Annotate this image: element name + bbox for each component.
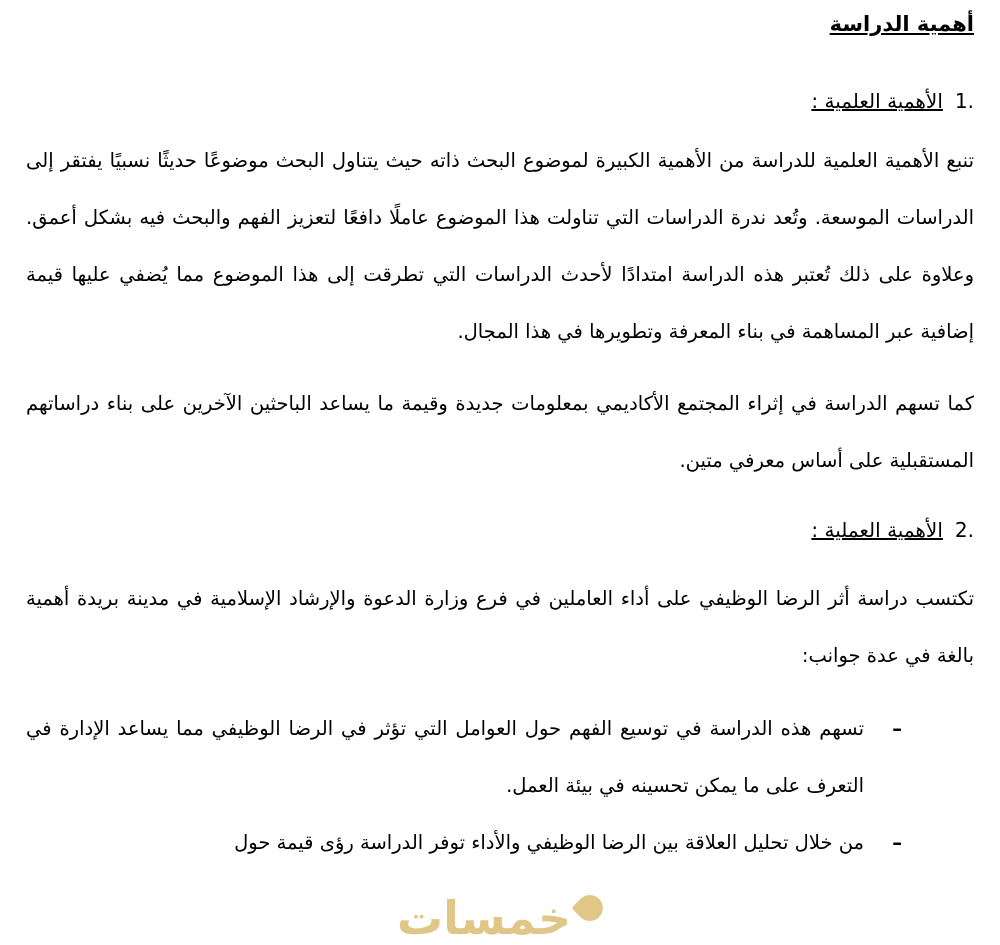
section-2-number: 2. bbox=[954, 518, 974, 542]
section-1-heading bbox=[26, 86, 974, 116]
section-1-paragraph-1: تنبع الأهمية العلمية للدراسة من الأهمية الكبيرة لموضوع البحث ذاته حيث يتناول البحث موضوعًا حديثًا نسبيًا يفتقر إلى الدراسات الموسعة. وتُعد ندرة الدراسات التي تناولت هذا الموضوع عاملًا دافعًا لتعزيز الفهم والبحث فيه بشكل أعمق. وعلاوة على ذلك تُعتبر هذه الدراسة امتدادًا لأحدث الدراسات التي تطرقت إلى هذا الموضوع مما يُضفي عليها قيمة إضافية عبر المساهمة في بناء المعرفة وتطويرها في هذا المجال. bbox=[26, 149, 974, 343]
list-item bbox=[26, 814, 902, 871]
section-2-paragraph-1: تكتسب دراسة أثر الرضا الوظيفي على أداء العاملين في فرع وزارة الدعوة والإرشاد الإسلامية في مدينة بريدة أهمية بالغة في عدة جوانب: bbox=[26, 587, 974, 667]
bullet-2-text: من خلال تحليل العلاقة بين الرضا الوظيفي والأداء توفر الدراسة رؤى قيمة حول bbox=[234, 831, 864, 854]
list-item bbox=[26, 700, 902, 814]
section-1-heading-text: الأهمية العلمية : bbox=[811, 89, 943, 113]
bullet-1-text: تسهم هذه الدراسة في توسيع الفهم حول العوامل التي تؤثر في الرضا الوظيفي مما يساعد الإدارة في التعرف على ما يمكن تحسينه في بيئة العمل. bbox=[26, 717, 864, 797]
watermark-text: خمسات bbox=[396, 891, 572, 945]
section-1-paragraph-2: كما تسهم الدراسة في إثراء المجتمع الأكاديمي بمعلومات جديدة وقيمة ما يساعد الباحثين الآخرين على بناء دراساتهم المستقبلية على أساس معرفي متين. bbox=[26, 392, 974, 472]
section-1-number: 1. bbox=[954, 89, 974, 113]
bullet-dash-icon: – bbox=[892, 831, 902, 854]
section-2-heading bbox=[26, 515, 974, 545]
watermark-logo-icon bbox=[572, 890, 609, 927]
section-2-bullet-list bbox=[26, 700, 974, 871]
bullet-dash-icon: – bbox=[892, 717, 902, 740]
document-title: أهمية الدراسة bbox=[829, 12, 974, 36]
section-2-heading-text: الأهمية العملية : bbox=[811, 518, 943, 542]
khamsat-watermark bbox=[397, 891, 603, 945]
